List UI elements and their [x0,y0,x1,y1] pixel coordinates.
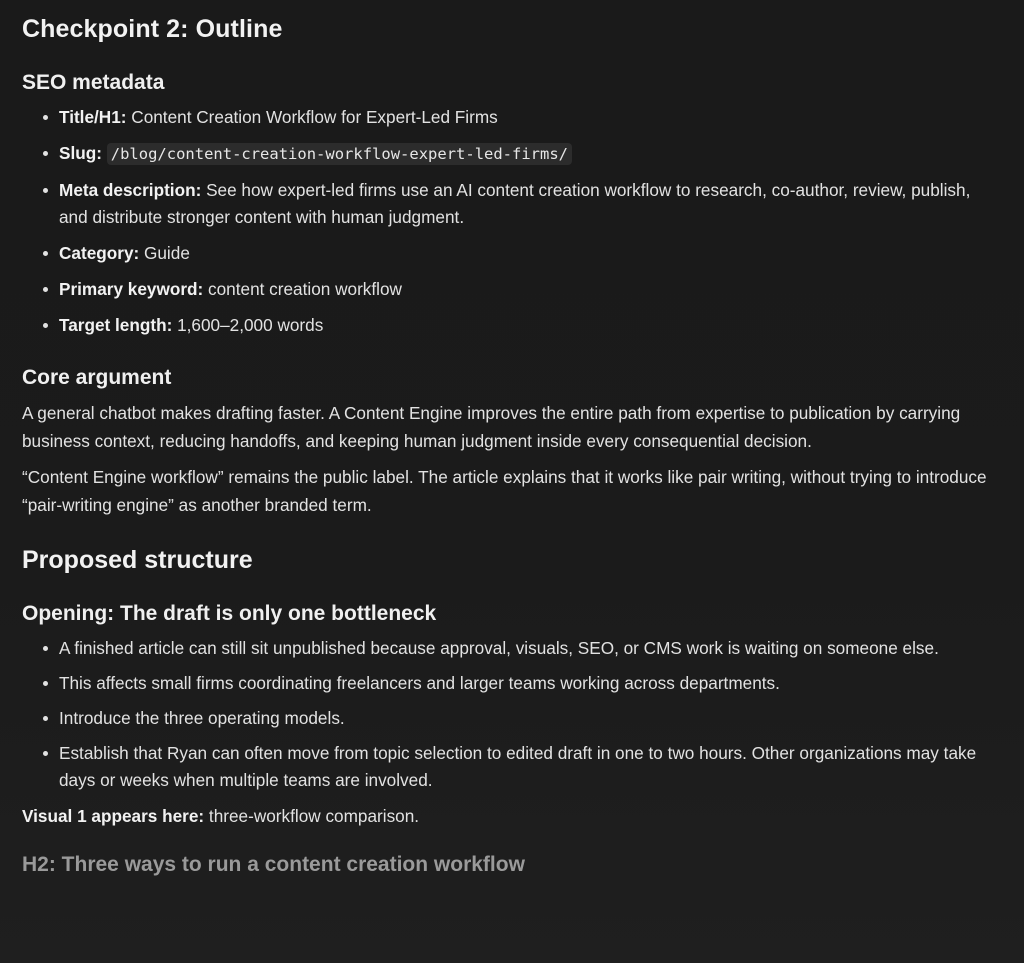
item-value: See how expert-led firms use an AI content creation workflow to research, co-author, review, publish, and distribute stronger content with human judgment. [59,180,971,227]
visual-note [22,802,1002,830]
core-argument-heading: Core argument [22,366,172,389]
core-argument-paragraph-1: A general chatbot makes drafting faster. A Content Engine improves the entire path from expertise to publication by carrying business context, reducing handoffs, and keeping human judgment inside every consequential decision. [22,403,961,451]
seo-metadata-list [22,104,1002,339]
list-item: Establish that Ryan can often move from topic selection to edited draft in one to two hours. Other organizations may take days or weeks when multiple teams are involved. [59,740,1002,794]
list-item-slug [59,140,1002,168]
list-item: Introduce the three operating models. [59,705,1002,732]
item-value: Content Creation Workflow for Expert-Led Firms [126,107,498,127]
item-label: Primary keyword: [59,279,204,299]
list-item: This affects small firms coordinating freelancers and larger teams working across departments. [59,670,1002,697]
proposed-structure-heading: Proposed structure [22,546,253,574]
item-label: Slug: [59,143,102,163]
item-label: Category: [59,243,140,263]
list-item-primary-keyword [59,276,1002,303]
page-title: Checkpoint 2: Outline [22,15,283,43]
item-label: Target length: [59,315,173,335]
list-item-category [59,240,1002,267]
item-value: content creation workflow [203,279,402,299]
opening-list [22,635,1002,794]
core-argument-paragraph-2: “Content Engine workflow” remains the public label. The article explains that it works like pair writing, without trying to introduce “pair-writing engine” as another branded term. [22,467,987,515]
list-item-meta-description [59,177,1002,231]
slug-code: /blog/content-creation-workflow-expert-led-firms/ [107,143,572,165]
list-item: A finished article can still sit unpublished because approval, visuals, SEO, or CMS work is waiting on someone else. [59,635,1002,662]
visual-note-value: three-workflow comparison. [204,806,420,826]
seo-metadata-heading: SEO metadata [22,71,165,94]
item-value: 1,600–2,000 words [172,315,324,335]
list-item-target-length [59,312,1002,339]
item-value: Guide [139,243,190,263]
visual-note-label: Visual 1 appears here: [22,806,205,826]
list-item-title [59,104,1002,131]
item-label: Title/H1: [59,107,127,127]
item-label: Meta description: [59,180,202,200]
next-section-heading: H2: Three ways to run a content creation workflow [22,853,525,876]
opening-heading: Opening: The draft is only one bottleneck [22,602,437,625]
